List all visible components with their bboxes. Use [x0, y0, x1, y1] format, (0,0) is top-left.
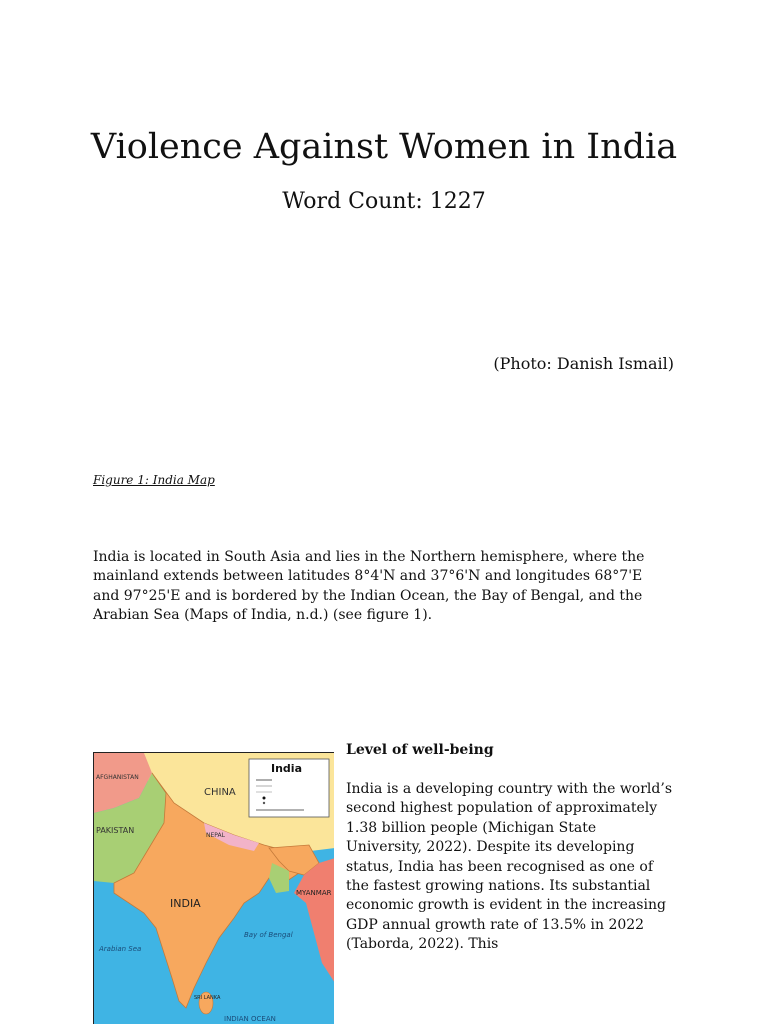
map-label-myanmar: MYANMAR [296, 889, 332, 897]
india-map-image [93, 752, 334, 1024]
map-label-china: CHINA [204, 787, 236, 798]
map-label-bay-of-bengal: Bay of Bengal [244, 931, 293, 939]
word-count: Word Count: 1227 [282, 189, 486, 214]
map-label-pakistan: PAKISTAN [96, 826, 135, 835]
figure-caption: Figure 1: India Map [93, 473, 215, 487]
legend-dot-capital [263, 797, 266, 800]
map-label-india: INDIA [170, 897, 201, 910]
document-title: Violence Against Women in India [90, 127, 678, 167]
india-map-svg [94, 753, 334, 1024]
section-paragraph: India is a developing country with the world’s second highest population of approximately 1.38 billion people (Michigan State University, 2022). Despite its developing status, India has been recognised as one of the fastest growing nations. Its substantial economic growth is evident in the increasing GDP annual growth rate of 13.5% in 2022 (Taborda, 2022). This [346, 781, 672, 953]
legend-dot-city [263, 802, 265, 804]
map-label-indian-ocean: INDIAN OCEAN [224, 1015, 276, 1023]
map-legend-title: India [271, 762, 302, 775]
map-label-nepal: NEPAL [206, 832, 225, 839]
map-label-afghanistan: AFGHANISTAN [96, 774, 139, 781]
map-label-arabian-sea: Arabian Sea [99, 945, 142, 953]
map-label-sri-lanka: SRI LANKA [194, 995, 221, 1001]
section-heading: Level of well-being [346, 742, 494, 758]
photo-credit: (Photo: Danish Ismail) [493, 354, 674, 373]
intro-paragraph: India is located in South Asia and lies in the Northern hemisphere, where the mainland extends between latitudes 8°4'N and 37°6'N and longitudes 68°7'E and 97°25'E and is bordered by the Indian Ocean, the Bay of Bengal, and the Arabian Sea (Maps of India, n.d.) (see figure 1). [93, 549, 645, 623]
